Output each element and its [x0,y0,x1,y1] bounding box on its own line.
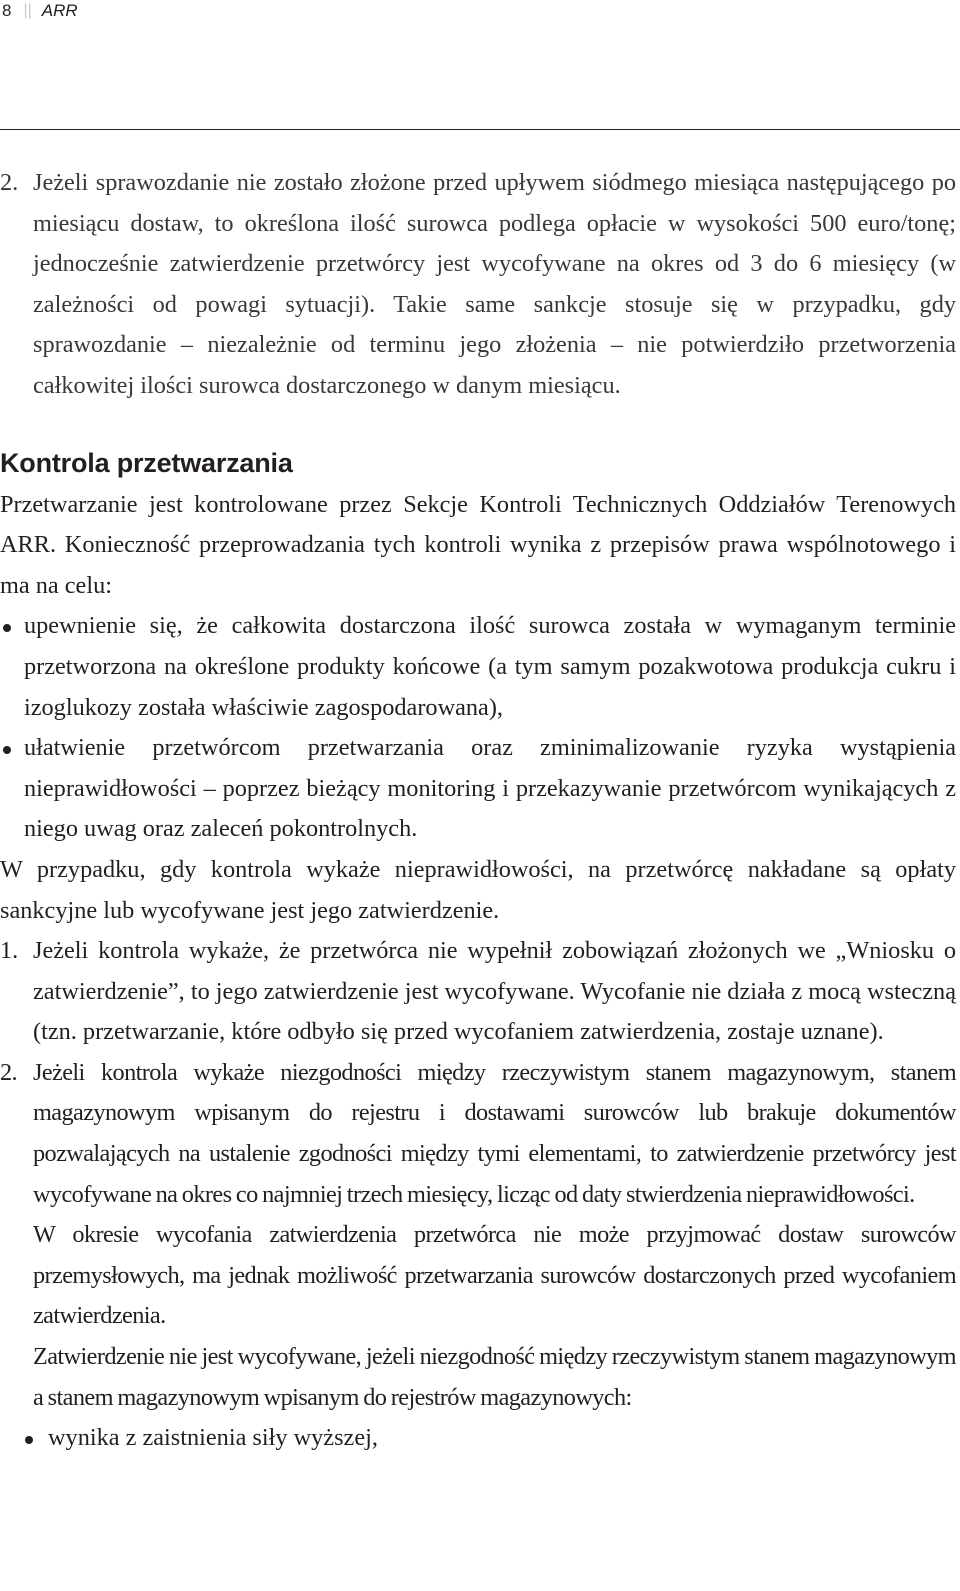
goal-text: ułatwienie przetwórcom przetwarzania oraz zminimalizowanie ryzyka wystąpienia nieprawidłowości – poprzez bieżący monitoring i przekazywanie przetwórcom wynikających z niego uwag oraz zaleceń pokontrolnych. [24,734,956,843]
goal-text: upewnienie się, że całkowita dostarczona ilość surowca została w wymaganym terminie przetworzona na określone produkty końcowe (a tym samym pozakwotowa produkcja cukru i izoglukozy została właściwie zagospodarowana), [24,612,956,721]
point-text: Jeżeli kontrola wykaże niezgodności między rzeczywistym stanem magazynowym, stanem magazynowym wpisanym do rejestru i dostawami surowców lub brakuje dokumentów pozwalających na ustalenie zgodności między tymi elementami, to zatwierdzenie przetwórcy jest wycofywane na okres co najmniej trzech miesięcy, licząc od daty stwierdzenia nieprawidłowości. [33,1058,956,1208]
section-lead: Przetwarzanie jest kontrolowane przez Sekcje Kontroli Technicznych Oddziałów Terenowych ARR. Konieczność przeprowadzania tych kontroli wynika z przepisów prawa wspólnotowego i ma na celu: [0,490,956,599]
point-text: Jeżeli kontrola wykaże, że przetwórca nie wypełnił zobowiązań złożonych we „Wniosku o zatwierdzenie”, to jego zatwierdzenie jest wycofywane. Wycofanie nie działa z mocą wsteczną (tzn. przetwarzanie, które odbyło się przed wycofaniem zatwierdzenia, zostaje uznane). [33,937,956,1046]
bullet-icon [3,624,11,632]
list-item [0,1418,956,1459]
exceptions-list [0,1418,956,1459]
section-heading: Kontrola przetwarzania [0,447,293,478]
point-number: 1. [0,937,19,965]
withdrawal-note: W okresie wycofania zatwierdzenia przetwórca nie może przyjmować dostaw surowców przemysłowych, ma jednak możliwość przetwarzania surowców dostarczonych przed wycofaniem zatwierdzenia. [33,1221,956,1330]
list-item [0,606,956,728]
bullet-icon [3,746,11,754]
intro-item-number: 2. [0,169,19,196]
point-number: 2. [0,1058,18,1086]
intro-item-text: Jeżeli sprawozdanie nie zostało złożone przed upływem siódmego miesiąca następującego po miesiącu dostaw, to określona ilość surowca podlega opłacie w wysokości 500 euro/tonę; jednocześnie zatwierdzenie przetwórcy jest wycofywane na okres od 3 do 6 miesięcy (w zależności od powagi sytuacji). Takie same sankcje stosuje się w przypadku, gdy sprawozdanie – niezależnie od terminu jego złożenia – nie potwierdziło przetworzenia całkowitej ilości surowca dostarczonego w danym miesiącu. [33,169,956,399]
header-rule [0,129,960,130]
list-item [0,728,956,850]
sanction-point-2 [0,1053,956,1215]
exception-text: wynika z zaistnienia siły wyższej, [48,1424,378,1452]
goals-list [0,606,956,850]
page-number: 8 [2,1,12,20]
exception-intro: Zatwierdzenie nie jest wycofywane, jeżeli niezgodność między rzeczywistym stanem magazynowym a stanem magazynowym wpisanym do rejestrów magazynowych: [33,1343,956,1411]
intro-item [0,163,956,407]
header-separator: || [23,2,32,19]
header-title: ARR [41,1,78,20]
running-header [2,0,78,22]
sanction-point-1 [0,931,956,1053]
sanctions-intro: W przypadku, gdy kontrola wykaże nieprawidłowości, na przetwórcę nakładane są opłaty sankcyjne lub wycofywane jest jego zatwierdzenie. [0,855,956,924]
main-content [0,163,956,1459]
bullet-icon [25,1436,33,1444]
